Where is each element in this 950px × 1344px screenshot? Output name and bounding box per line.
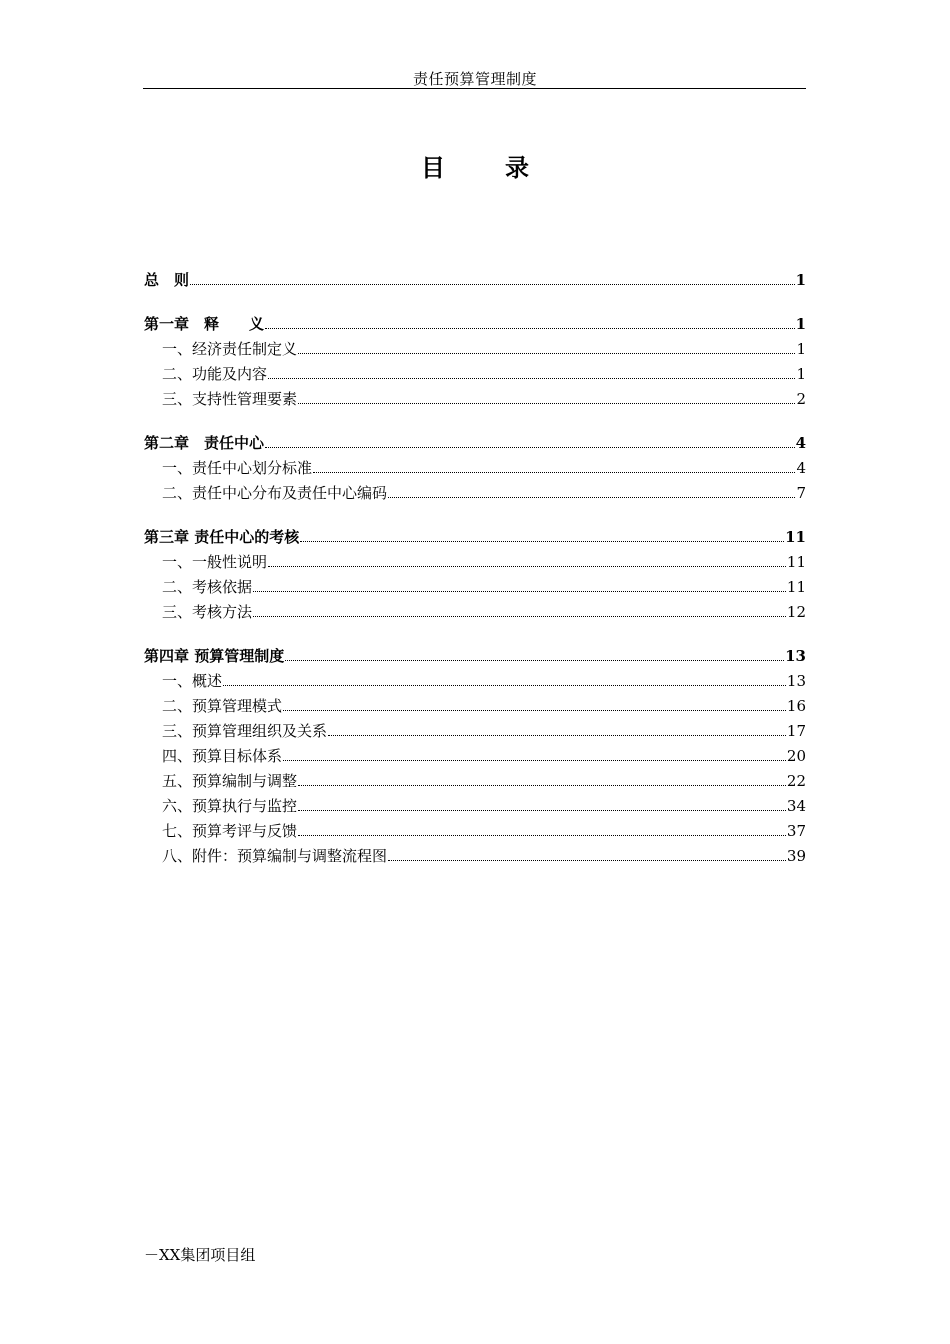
toc-entry-label: 二、考核依据: [162, 578, 253, 596]
toc-entry-label: 第二章 责任中心: [144, 434, 265, 452]
toc-page-number: 17: [786, 722, 806, 740]
toc-section-entry[interactable]: [144, 550, 806, 575]
toc-section-entry[interactable]: [144, 719, 806, 744]
toc-section-entry[interactable]: [144, 844, 806, 869]
toc-group: [144, 525, 806, 625]
toc-dot-leader: [265, 328, 795, 329]
toc-entry-label: 四、预算目标体系: [162, 747, 283, 765]
toc-dot-leader: [223, 685, 786, 686]
toc-section-entry[interactable]: [144, 337, 806, 362]
toc-entry-label: 二、责任中心分布及责任中心编码: [162, 484, 388, 502]
toc-chapter-entry[interactable]: [144, 644, 806, 669]
toc-entry-label: 第四章 预算管理制度: [144, 647, 285, 665]
toc-section-entry[interactable]: [144, 819, 806, 844]
toc-dot-leader: [388, 497, 795, 498]
toc-section-entry[interactable]: [144, 744, 806, 769]
toc-entry-label: 五、预算编制与调整: [162, 772, 298, 790]
toc-dot-leader: [283, 710, 786, 711]
toc-entry-label: 六、预算执行与监控: [162, 797, 298, 815]
toc-entry-label: 三、支持性管理要素: [162, 390, 298, 408]
toc-entry-label: 二、预算管理模式: [162, 697, 283, 715]
toc-section-entry[interactable]: [144, 794, 806, 819]
toc-section-entry[interactable]: [144, 456, 806, 481]
toc-entry-label: 第三章 责任中心的考核: [144, 528, 300, 546]
toc-page-number: 1: [795, 271, 806, 289]
toc-page-number: 12: [786, 603, 806, 621]
toc-dot-leader: [388, 860, 786, 861]
toc-page-number: 11: [786, 578, 806, 596]
toc-title: 目录: [421, 153, 589, 182]
toc-dot-leader: [298, 353, 795, 354]
toc-page-number: 34: [786, 797, 806, 815]
footer-text: －XX集团项目组: [144, 1246, 256, 1264]
toc-page-number: 39: [786, 847, 806, 865]
toc-entry-label: 二、功能及内容: [162, 365, 268, 383]
toc-entry-label: 一、经济责任制定义: [162, 340, 298, 358]
toc-group: [144, 312, 806, 412]
running-header-title: 责任预算管理制度: [412, 70, 537, 88]
toc-section-entry[interactable]: [144, 362, 806, 387]
toc-dot-leader: [298, 835, 786, 836]
toc-entry-label: 一、概述: [162, 672, 223, 690]
toc-entry-label: 一、责任中心划分标准: [162, 459, 313, 477]
table-of-contents: [144, 268, 806, 888]
toc-entry-label: 一、一般性说明: [162, 553, 268, 571]
toc-dot-leader: [268, 378, 795, 379]
toc-entry-label: 总 则: [144, 271, 190, 289]
toc-section-entry[interactable]: [144, 575, 806, 600]
header-rule: [143, 88, 806, 89]
toc-entry-label: 三、预算管理组织及关系: [162, 722, 328, 740]
toc-section-entry[interactable]: [144, 769, 806, 794]
toc-section-entry[interactable]: [144, 387, 806, 412]
toc-dot-leader: [253, 616, 786, 617]
toc-page-number: 4: [795, 434, 806, 452]
toc-section-entry[interactable]: [144, 669, 806, 694]
toc-page-number: 1: [795, 315, 806, 333]
toc-page-number: 7: [796, 484, 806, 502]
toc-entry-label: 第一章 释 义: [144, 315, 265, 333]
toc-section-entry[interactable]: [144, 600, 806, 625]
toc-dot-leader: [313, 472, 795, 473]
toc-dot-leader: [285, 660, 784, 661]
toc-group: [144, 268, 806, 293]
toc-page-number: 13: [786, 672, 806, 690]
toc-page-number: 16: [786, 697, 806, 715]
toc-dot-leader: [300, 541, 784, 542]
toc-page-number: 1: [796, 365, 806, 383]
toc-dot-leader: [283, 760, 786, 761]
toc-section-entry[interactable]: [144, 694, 806, 719]
toc-page-number: 11: [786, 553, 806, 571]
toc-group: [144, 644, 806, 869]
toc-chapter-entry[interactable]: [144, 312, 806, 337]
toc-group: [144, 431, 806, 506]
toc-entry-label: 三、考核方法: [162, 603, 253, 621]
toc-chapter-entry[interactable]: [144, 268, 806, 293]
toc-page-number: 4: [796, 459, 806, 477]
toc-dot-leader: [253, 591, 786, 592]
toc-page-number: 2: [796, 390, 806, 408]
toc-dot-leader: [190, 284, 795, 285]
toc-page-number: 1: [796, 340, 806, 358]
toc-dot-leader: [298, 810, 786, 811]
toc-dot-leader: [265, 447, 795, 448]
toc-dot-leader: [328, 735, 786, 736]
toc-entry-label: 八、附件：预算编制与调整流程图: [162, 847, 388, 865]
toc-page-number: 20: [786, 747, 806, 765]
toc-section-entry[interactable]: [144, 481, 806, 506]
toc-page-number: 22: [786, 772, 806, 790]
toc-dot-leader: [268, 566, 786, 567]
toc-chapter-entry[interactable]: [144, 431, 806, 456]
toc-dot-leader: [298, 403, 795, 404]
toc-chapter-entry[interactable]: [144, 525, 806, 550]
toc-page-number: 11: [785, 528, 806, 546]
toc-entry-label: 七、预算考评与反馈: [162, 822, 298, 840]
toc-page-number: 13: [785, 647, 806, 665]
toc-page-number: 37: [786, 822, 806, 840]
toc-dot-leader: [298, 785, 786, 786]
